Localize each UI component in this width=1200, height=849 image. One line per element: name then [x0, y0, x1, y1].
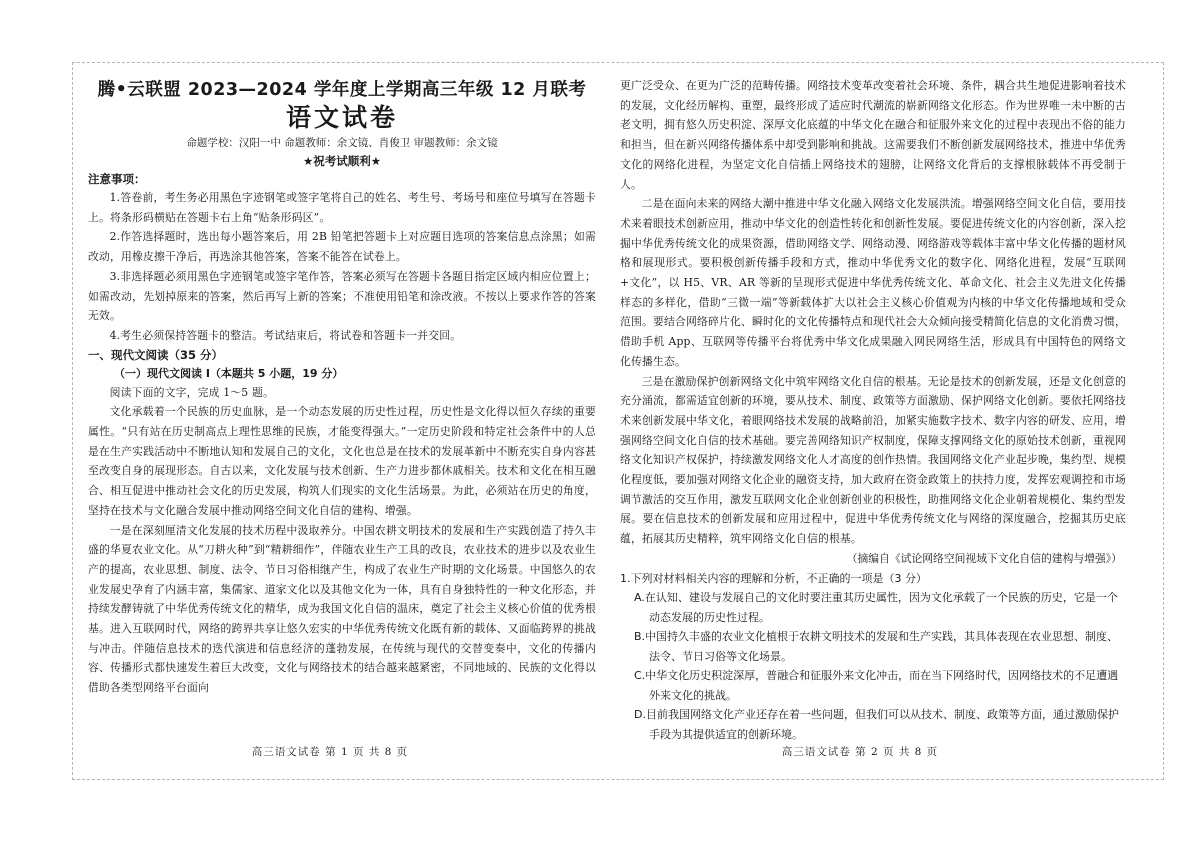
reading-instruction: 阅读下面的文字，完成 1～5 题。 — [109, 385, 274, 399]
exam-title: 腾•云联盟 2023—2024 学年度上学期高三年级 12 月联考 — [97, 80, 587, 100]
exam-subject: 语文试卷 — [285, 103, 398, 132]
section-heading: 一、现代文阅读（35 分） — [88, 347, 224, 362]
passage-paragraph: 二是在面向未来的网络大潮中推进中华文化融入网络文化发展洪流。增强网络空间文化自信，要用技术来着眼技术创新应用，推动中华文化的创造性转化和创新性发展。要促进传统文化的内容创新，深入挖掘中华优秀传统文化的成果资源，借助网络文学、网络动漫、网络游戏等载体丰富中华文化传播的题材风格和展现形式。要积极创新传播手段和方式，推动中华优秀文化的数字化、网络化进程，发展“互联网+文化”，以 H5、VR、AR 等新的呈现形式促进中华优秀传统文化、革命文化、社会主义先进文化传播样态的多样化，借助“三微一端”等新载体扩大以社会主义核心价值观为内核的中华文化传播地域和受众范围。要结合网络碎片化、瞬时化的文化传播特点和现代社会大众倾向接受精简化信息的文化消费习惯，借助手机 App、互联网等传播平台将优秀中华文化成果融入网民网络生活，形成具有中国特色的网络文化传播生态。 — [620, 197, 1126, 368]
page-footer: 高三语文试卷 第 1 页 共 8 页 — [251, 746, 409, 758]
question-option: B.中国持久丰盛的农业文化植根于农耕文明技术的发展和生产实践，其具体表现在农业思想、制度、法令、节日习俗等文化场景。 — [634, 630, 1119, 663]
question-option: C.中华文化历史积淀深厚，普融合和征服外来文化冲击，而在当下网络时代，因网络技术的不足遭遇外来文化的挑战。 — [634, 669, 1119, 702]
passage-source: （摘编自《试论网络空间视域下文化自信的建构与增强》） — [846, 551, 1122, 565]
passage-paragraph: 一是在深刻厘清文化发展的技术历程中汲取养分。中国农耕文明技术的发展和生产实践创造了持久丰盛的华夏农业文化。从“刀耕火种”到“精耕细作”，伴随农业生产工具的改良，农业技术的进步以及农业生产的提高，农业思想、制度、法令、节日习俗相继产生，构成了农业生产时期的文化场景。中国悠久的农业发展史孕育了内涵丰富，集儒家、道家文化以及其他文化为一体，具有自身独特性的一种文化形态，并持续发酵铸就了中华优秀传统文化的精华，成为我国文化自信的温床，奠定了社会主义核心价值的优秀根基。进入互联网时代，网络的跨界共享让悠久宏实的中华优秀传统文化既有新的载体、又面临跨界的挑战与冲击。伴随信息技术的迭代演进和信息经济的蓬勃发展，在传统与现代的交替变奏中，文化的传播内容、传播形式都快速发生着巨大改变，文化与网络技术的结合越来越紧密，不同地域的、民族的文化得以借助各类型网络平台面向 — [88, 523, 596, 695]
page-one — [88, 78, 596, 778]
question-option: A.在认知、建设与发展自己的文化时要注重其历史属性，因为文化承载了一个民族的历史，它是一个动态发展的历史性过程。 — [634, 591, 1118, 624]
question-stem: 1.下列对材料相关内容的理解和分析，不正确的一项是（3 分） — [620, 571, 927, 585]
page-two — [620, 76, 1126, 776]
note-item: 1.答卷前，考生务必用黑色字迹钢笔或签字笔将自己的姓名、考生号、考场号和座位号填写在答题卡上。将条形码横贴在答题卡右上角“贴条形码区”。 — [88, 191, 596, 224]
notes-heading: 注意事项： — [88, 172, 146, 186]
passage-paragraph: 三是在激励保护创新网络文化中筑牢网络文化自信的根基。无论是技术的创新发展，还是文化创意的充分涌流，都需适宜创新的环境，要从技术、制度、政策等方面激励、保护网络文化创新。要依托网络技术来创新发展中华文化，着眼网络技术发展的战略前沿，加紧实施数字技术、数字内容的研发、应用，增强网络空间文化自信的技术基础。要完善网络知识产权制度，保障支撑网络文化的原始技术创新，重视网络文化知识产权保护，持续激发网络文化人才高度的创作热情。我国网络文化产业起步晚，集约型、规模化程度低，要加强对网络文化企业的融资支持，加大政府在资金政策上的扶持力度，发挥宏观调控和市场调节激活的交互作用，激发互联网文化企业创新创业的积极性，助推网络文化企业朝着规模化、集约型发展。要在信息技术的创新发展和应用过程中，促进中华优秀传统文化与网络的深度融合，挖掘其历史底蕴，拓展其历史精粹，筑牢网络文化自信的根基。 — [620, 374, 1126, 546]
subsection-heading: （一）现代文阅读 I（本题共 5 小题，19 分） — [114, 366, 344, 380]
exam-meta: 命题学校：汉阳一中 命题教师：余文镜、肖俊卫 审题教师：余文镜 — [186, 137, 498, 149]
note-item: 2.作答选择题时，选出每小题答案后，用 2B 铅笔把答题卡上对应题目选项的答案信息点涂黑；如需改动，用橡皮擦干净后，再选涂其他答案，答案不能答在试卷上。 — [88, 230, 596, 264]
page-footer: 高三语文试卷 第 2 页 共 8 页 — [781, 746, 939, 758]
question-option: D.目前我国网络文化产业还存在着一些问题，但我们可以从技术、制度、政策等方面，通过激励保护手段为其提供适宜的创新环境。 — [634, 708, 1119, 741]
exam-blessing: ★祝考试顺利★ — [302, 154, 382, 168]
note-item: 4.考生必须保持答题卡的整洁。考试结束后，将试卷和答题卡一并交回。 — [109, 328, 462, 342]
passage-paragraph: 文化承载着一个民族的历史血脉，是一个动态发展的历史性过程，历史性是文化得以恒久存续的重要属性。“只有站在历史制高点上理性思维的民族，才能变得强大。”一定历史阶段和特定社会条件中的人总是在生产实践活动中不断地认知和发展自己的文化，文化也总是在技术的发展革新中不断充实自身内容甚至改变自身的展现形态。自古以来，文化发展与技术创新、生产力进步都休戚相关。技术和文化在相互融合、相互促进中推动社会文化的历史发展，构筑人们现实的文化生活场景。为此，必须站在历史的角度，坚持在技术与文化融合发展中推动网络空间文化自信的建构、增强。 — [88, 405, 596, 517]
passage-paragraph: 更广泛受众、在更为广泛的范畴传播。网络技术变革改变着社会环境、条件，耦合共生地促进影响着技术的发展，文化经历解构、重塑，最终形成了适应时代潮流的崭新网络文化形态。作为世界唯一未中断的古老文明，拥有悠久历史积淀、深厚文化底蕴的中华文化在融合和征服外来文化的过程中表现出不俗的能力和担当，但在新兴网络传播体系中却受到影响和挑战。这需要我们不断创新发展网络技术，推进中华优秀文化的网络化进程，为坚定文化自信插上网络技术的翅膀，让网络文化背后的支撑根脉载体不再受制于人。 — [620, 79, 1126, 191]
note-item: 3.非选择题必须用黑色字迹钢笔或签字笔作答，答案必须写在答题卡各题目指定区域内相应位置上；如需改动，先划掉原来的答案，然后再写上新的答案；不准使用铅笔和涂改液。不按以上要求作答的答案无效。 — [88, 269, 596, 323]
